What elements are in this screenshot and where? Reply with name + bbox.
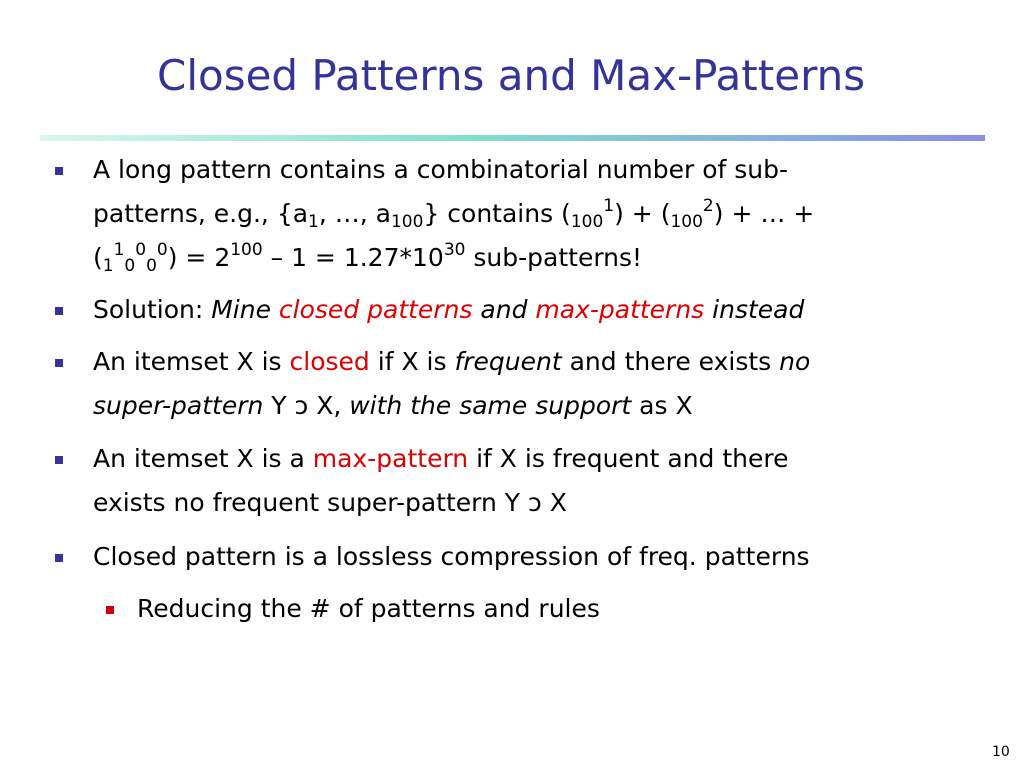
bullet-marker-icon — [55, 307, 63, 315]
bullet-marker-icon — [55, 359, 63, 367]
bullet-marker-icon — [55, 167, 63, 175]
sub-bullet-reducing — [0, 587, 1024, 631]
slide-title: Closed Patterns and Max-Patterns — [157, 51, 866, 100]
sub-bullet-marker-icon — [106, 606, 114, 614]
bullet-marker-icon — [55, 456, 63, 464]
bullet-long-pattern — [0, 148, 1024, 280]
title-divider — [40, 135, 985, 141]
bullet-text: An itemset X is a max-pattern if X is frequent and there exists no frequent super-pattern Y ɔ X — [93, 444, 789, 517]
bullet-text: Reducing the # of patterns and rules — [137, 594, 600, 623]
bullet-text: An itemset X is closed if X is frequent and there exists no super-pattern Y ɔ X, with the same support as X — [93, 347, 811, 420]
highlight-max-patterns: max-patterns — [535, 295, 705, 324]
page-number: 10 — [992, 744, 1010, 760]
bullet-text: Solution: Mine closed patterns and max-patterns instead — [93, 295, 805, 324]
highlight-closed-patterns: closed patterns — [278, 295, 473, 324]
highlight-closed: closed — [289, 347, 370, 376]
bullet-lossless-compression — [0, 535, 1024, 579]
highlight-max-pattern: max-pattern — [312, 444, 469, 473]
bullet-closed-definition — [0, 340, 1024, 428]
bullet-max-definition — [0, 437, 1024, 525]
bullet-text: A long pattern contains a combinatorial number of sub- patterns, e.g., {$a_1$, …, $a_{100}$} contains $(_{100}^1) + (_{100}^2)$ + … + $(_1^1_0^0_0^0) = 2^{100} - 1 = 1.27*10^{30}$ sub-patterns! — [93, 155, 815, 276]
bullet-text: Closed pattern is a lossless compression of freq. patterns — [93, 542, 810, 571]
bullet-marker-icon — [55, 554, 63, 562]
bullet-solution — [0, 288, 1024, 332]
bullet-list — [0, 148, 1024, 631]
